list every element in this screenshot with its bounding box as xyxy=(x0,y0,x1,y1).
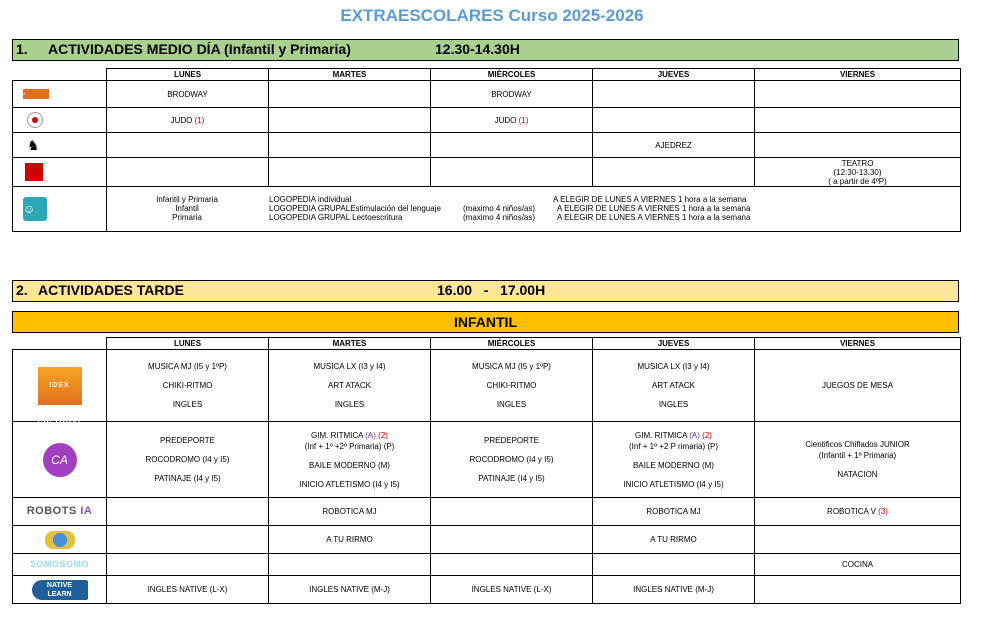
table-row xyxy=(13,108,961,133)
cell-idex-jueves: MUSICA LX (I3 y I4) ART ATACK INGLES xyxy=(593,350,755,422)
cell-cocina-viernes: COCINA xyxy=(755,554,961,576)
table-row xyxy=(13,526,961,554)
table-row xyxy=(13,81,961,108)
cell-idex-martes: MUSICA LX (I3 y I4) ART ATACK INGLES xyxy=(269,350,431,422)
day-header-lunes: LUNES xyxy=(107,69,269,81)
cell-idex-viernes: JUEGOS DE MESA xyxy=(755,350,961,422)
logopedia-logo-icon: ☺ xyxy=(23,197,47,221)
a-tu-ritmo-logo-icon xyxy=(45,531,75,549)
midday-activities-table xyxy=(12,68,961,232)
cell-native-lunes: INGLES NATIVE (L-X) xyxy=(107,576,269,604)
table-row xyxy=(13,158,961,187)
cell-robots-jueves: ROBOTICA MJ xyxy=(593,498,755,526)
idex-cultural-logo-icon: IDEX CULTURAL xyxy=(38,367,82,405)
day-header-jueves: JUEVES xyxy=(593,338,755,350)
cell-logopedia: Infantil y Primaria Infantil Primaria LOGOPEDIA individual LOGOPEDIA GRUPALEstimulación del lenguaje LOGOPEDIA GRUPAL Lectoescritura (maximo 4 niños/as) (maximo 4 niños/as) A ELEGIR DE LUNES A VIERNES 1 hora a la semana A ELEGIR DE LUNES A VIERNES 1 hora a la semana A ELEGIR DE LUNES A VIERNES 1 hora a la semana xyxy=(107,187,961,232)
cell-native-martes: INGLES NATIVE (M-J) xyxy=(269,576,431,604)
cell-robots-martes: ROBOTICA MJ xyxy=(269,498,431,526)
table-row xyxy=(13,498,961,526)
day-header-viernes: VIERNES xyxy=(755,338,961,350)
day-header-martes: MARTES xyxy=(269,69,431,81)
robots-ia-logo-icon: ROBOTS IA xyxy=(26,505,93,518)
cell-native-jueves: INGLES NATIVE (M-J) xyxy=(593,576,755,604)
cell-judo-miercoles: JUDO (1) xyxy=(431,108,593,133)
cell-robots-viernes: ROBOTICA V (3) xyxy=(755,498,961,526)
section1-name: ACTIVIDADES MEDIO DÍA (Infantil y Primaria) xyxy=(48,41,351,57)
somosomo-logo-icon: SOMOSOMO xyxy=(29,559,89,570)
cell-atu-martes: A TU RIRMO xyxy=(269,526,431,554)
cell-idex-miercoles: MUSICA MJ (I5 y 1ºP) CHIKI-RITMO INGLES xyxy=(431,350,593,422)
section1-number: 1. xyxy=(16,41,28,57)
infantil-label: INFANTIL xyxy=(454,314,517,330)
cell-teatro-viernes: TEATRO (12.30-13.30) ( a partir de 4ºP) xyxy=(755,158,961,187)
section1-header xyxy=(12,39,959,61)
cell-musical-lunes: BRODWAY xyxy=(107,81,269,108)
day-header-martes: MARTES xyxy=(269,338,431,350)
cell-ca-lunes: PREDEPORTE ROCODROMO (I4 y I5) PATINAJE (I4 y I5) xyxy=(107,422,269,498)
section1-time: 12.30-14.30H xyxy=(435,41,520,57)
cell-judo-lunes: JUDO (1) xyxy=(107,108,269,133)
cell-atu-jueves: A TU RIRMO xyxy=(593,526,755,554)
day-header-jueves: JUEVES xyxy=(593,69,755,81)
cell-idex-lunes: MUSICA MJ (I5 y 1ºP) CHIKI-RITMO INGLES xyxy=(107,350,269,422)
table-header-row xyxy=(13,338,961,350)
day-header-miercoles: MIÉRCOLES xyxy=(431,338,593,350)
section2-header xyxy=(12,280,959,302)
day-header-lunes: LUNES xyxy=(107,338,269,350)
judo-logo-icon xyxy=(27,112,43,128)
table-row xyxy=(13,187,961,232)
cell-ca-martes: GIM. RITMICA (A) (2) (Inf + 1º +2º Primaria) (P) BAILE MODERNO (M) INICIO ATLETISMO (I4 y I5) xyxy=(269,422,431,498)
infantil-header xyxy=(12,311,959,333)
cell-ca-viernes: Cientificos Chiflados JUNIOR (Infantil + 1º Primaria) NATACION xyxy=(755,422,961,498)
native-learn-logo-icon: NATIVE LEARN xyxy=(32,580,88,600)
cell-musical-miercoles: BRODWAY xyxy=(431,81,593,108)
section2-number: 2. xyxy=(16,282,28,298)
table-row xyxy=(13,133,961,158)
day-header-miercoles: MIÉRCOLES xyxy=(431,69,593,81)
cell-ca-jueves: GIM. RITMICA (A) (2) (Inf + 1º +2 P rimaria) (P) BAILE MODERNO (M) INICIO ATLETISMO (I4 y I5) xyxy=(593,422,755,498)
table-header-row xyxy=(13,69,961,81)
musical-logo-icon: ♪ xyxy=(23,89,49,99)
ca-sports-logo-icon: CA xyxy=(43,443,77,477)
page-title: EXTRAESCOLARES Curso 2025-2026 xyxy=(340,6,644,25)
cell-chess-jueves: AJEDREZ xyxy=(593,133,755,158)
table-row xyxy=(13,554,961,576)
section2-name: ACTIVIDADES TARDE xyxy=(38,282,184,298)
afternoon-activities-table xyxy=(12,337,961,604)
teatro-logo-icon xyxy=(25,163,43,181)
table-row xyxy=(13,422,961,498)
day-header-viernes: VIERNES xyxy=(755,69,961,81)
chess-logo-icon: ♞ xyxy=(27,137,40,153)
cell-ca-miercoles: PREDEPORTE ROCODROMO (I4 y I5) PATINAJE (I4 y I5) xyxy=(431,422,593,498)
cell-native-miercoles: INGLES NATIVE (L-X) xyxy=(431,576,593,604)
table-row xyxy=(13,576,961,604)
table-row xyxy=(13,350,961,422)
section2-time: 16.00 - 17.00H xyxy=(437,282,546,298)
